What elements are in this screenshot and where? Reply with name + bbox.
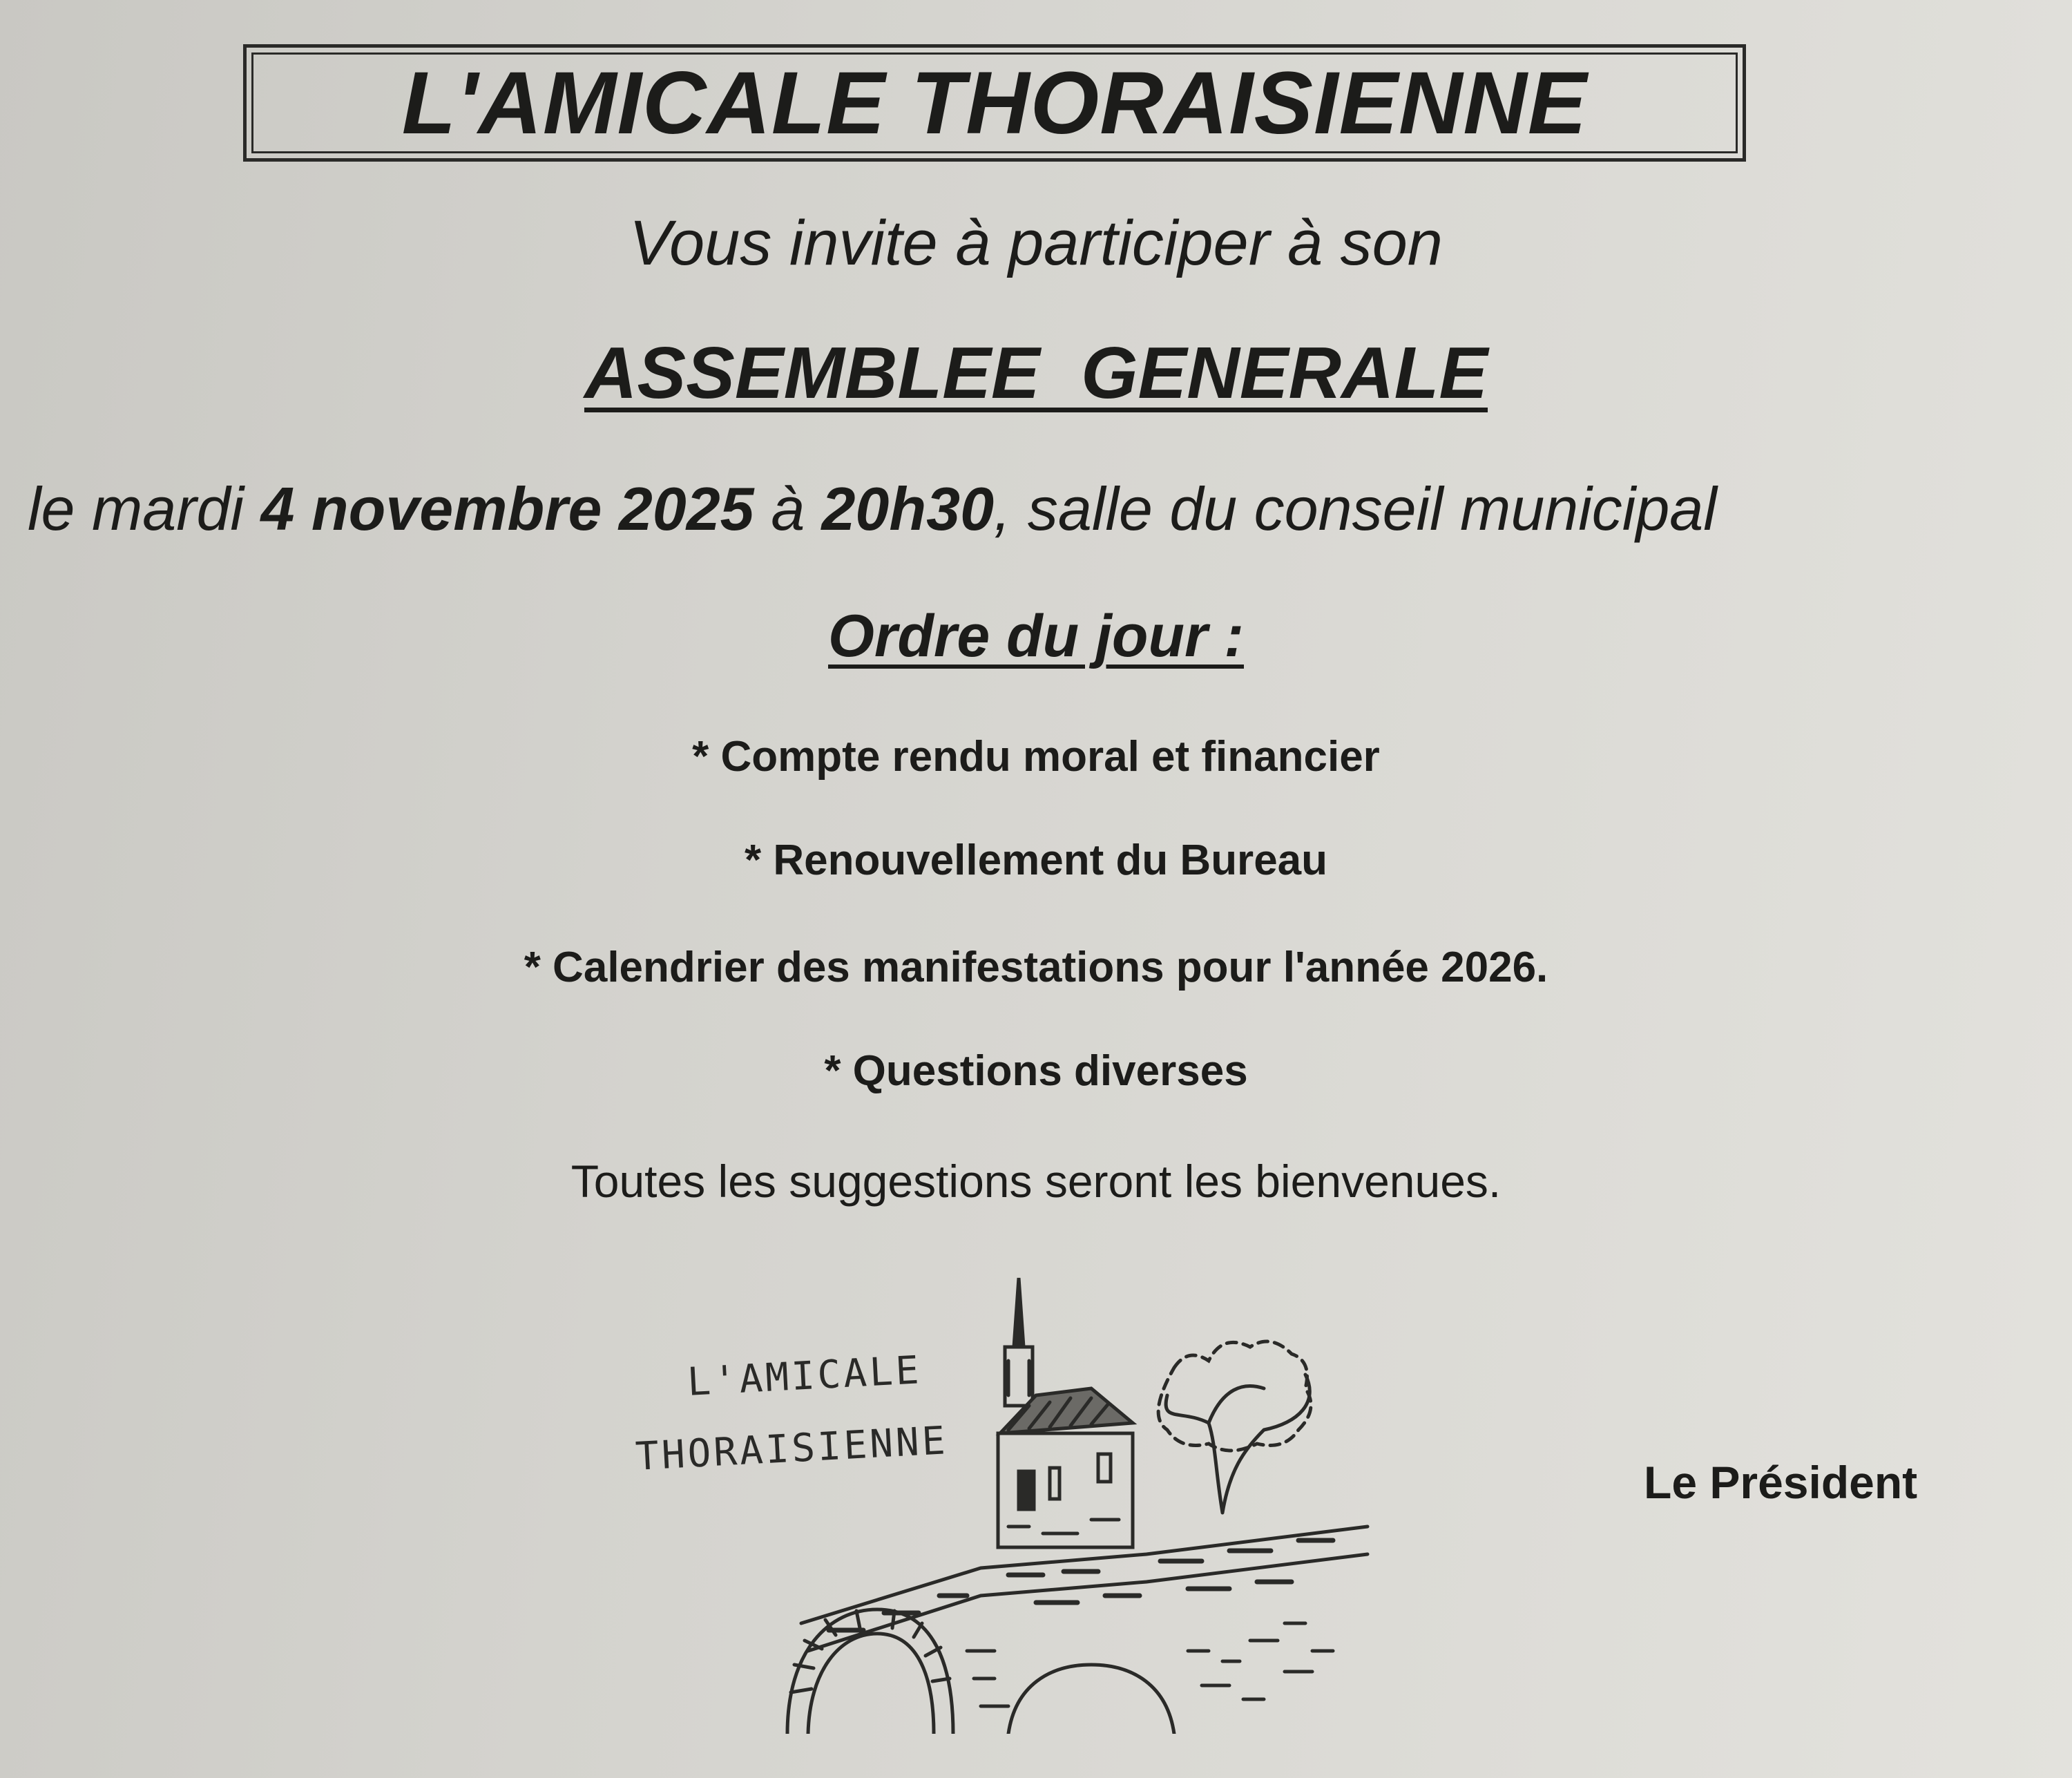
- assembly-heading-text: ASSEMBLEE GENERALE: [584, 332, 1488, 414]
- agenda-item: * Compte rendu moral et financier: [692, 733, 1380, 781]
- signature-president: Le Président: [1644, 1457, 1918, 1508]
- association-title: L'AMICALE THORAISIENNE: [401, 54, 1588, 153]
- invite-line: Vous invite à participer à son: [629, 208, 1443, 278]
- association-logo: [622, 1264, 1381, 1734]
- logo-text-line-2: THORAISIENNE: [634, 1418, 949, 1480]
- chapel-bridge-drawing: [622, 1264, 1381, 1734]
- event-date: 4 novembre 2025: [260, 475, 754, 543]
- logo-text-line-1: L'AMICALE: [686, 1348, 923, 1405]
- event-place: , salle du conseil municipal: [994, 475, 1717, 543]
- agenda-item: * Questions diverses: [824, 1047, 1248, 1095]
- assembly-heading: [0, 332, 2072, 415]
- event-prefix: le mardi: [28, 475, 244, 543]
- agenda-item: * Renouvellement du Bureau: [744, 837, 1328, 884]
- event-at: à: [771, 475, 805, 543]
- event-date-line: [28, 474, 1961, 544]
- agenda-item: * Calendrier des manifestations pour l'année 2026.: [524, 944, 1548, 991]
- agenda-heading-text: Ordre du jour :: [828, 603, 1244, 669]
- agenda-heading: [0, 602, 2072, 671]
- closing-note: Toutes les suggestions seront les bienvenues.: [570, 1156, 1502, 1207]
- event-time: 20h30: [821, 475, 995, 543]
